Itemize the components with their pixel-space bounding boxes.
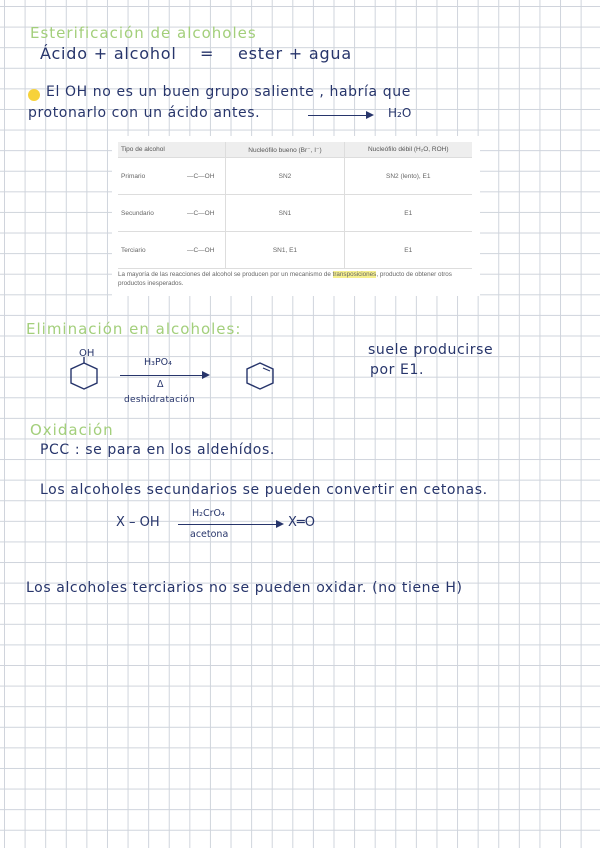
table-cell-strong: SN2 <box>226 158 344 195</box>
table-header-row <box>118 142 472 158</box>
table-cell-type: Terciario <box>118 232 176 269</box>
ester-arrow-product: H₂O <box>388 106 412 120</box>
eliminacion-condition: Δ <box>157 379 164 390</box>
pcc-line: PCC : se para en los aldehídos. <box>40 442 275 458</box>
ester-note-line1: El OH no es un buen grupo saliente , habría que <box>46 84 411 100</box>
caption-highlight: transposiciones <box>332 271 377 278</box>
equation-equals: = <box>200 44 214 63</box>
table-cell-type: Secundario <box>118 195 176 232</box>
table-cell-strong: SN1, E1 <box>226 232 344 269</box>
tertiary-alcohols-line: Los alcoholes terciarios no se pueden oxidar. (no tiene H) <box>26 580 463 596</box>
section-title-eliminacion: Eliminación en alcoholes: <box>26 320 242 338</box>
table-cell-structure: —C—OH <box>176 195 226 232</box>
oxidation-arrow-icon <box>178 524 282 525</box>
eliminacion-process: deshidratación <box>124 395 195 405</box>
caption-text-end: , producto de obtener otros productos inesperados. <box>118 271 452 287</box>
cyclohexanol-structure-icon <box>64 356 104 392</box>
secondary-alcohols-line: Los alcoholes secundarios se pueden convertir en cetonas. <box>40 482 488 498</box>
oxidation-solvent: acetona <box>190 529 229 540</box>
equation-right: ester + agua <box>238 44 352 63</box>
table-header: Nucleófilo bueno (Br⁻, I⁻) <box>226 142 344 158</box>
ester-note-line2: protonarlo con un ácido antes. <box>28 105 261 121</box>
caption-text: La mayoría de las reacciones del alcohol se producen por un mecanismo de <box>118 271 333 278</box>
cyclohexene-structure-icon <box>240 358 280 394</box>
table-cell-structure: —C—OH <box>176 158 226 195</box>
section-title-esterificacion: Esterificación de alcoholes <box>30 24 257 42</box>
oxidation-product: X═O <box>288 515 315 530</box>
table-cell-structure: —C—OH <box>176 232 226 269</box>
table-header: Tipo de alcohol <box>118 142 176 158</box>
reaction-arrow-icon <box>308 115 372 116</box>
table-cell-weak: E1 <box>344 195 472 232</box>
table-cell-strong: SN1 <box>226 195 344 232</box>
table-row <box>118 232 472 269</box>
substituent-label: OH <box>79 348 95 359</box>
table-caption <box>118 270 474 288</box>
eliminacion-note-line1: suele producirse <box>368 342 494 358</box>
table-cell-type: Primario <box>118 158 176 195</box>
table-header <box>176 142 226 158</box>
alcohol-reactivity-table <box>118 142 472 269</box>
pasted-table-panel <box>112 136 480 296</box>
table-row <box>118 195 472 232</box>
oxidation-reagent: H₂CrO₄ <box>192 508 225 519</box>
eliminacion-note-line2: por E1. <box>370 362 425 378</box>
table-cell-weak: SN2 (lento), E1 <box>344 158 472 195</box>
highlight-dot-icon <box>28 89 40 101</box>
eliminacion-reagent: H₃PO₄ <box>144 357 172 368</box>
table-cell-weak: E1 <box>344 232 472 269</box>
table-header: Nucleófilo débil (H₂O, ROH) <box>344 142 472 158</box>
elimination-arrow-icon <box>120 375 208 376</box>
section-title-oxidacion: Oxidación <box>30 421 114 439</box>
oxidation-reactant: X – OH <box>116 515 160 530</box>
equation-left: Ácido + alcohol <box>40 44 177 63</box>
table-row <box>118 158 472 195</box>
